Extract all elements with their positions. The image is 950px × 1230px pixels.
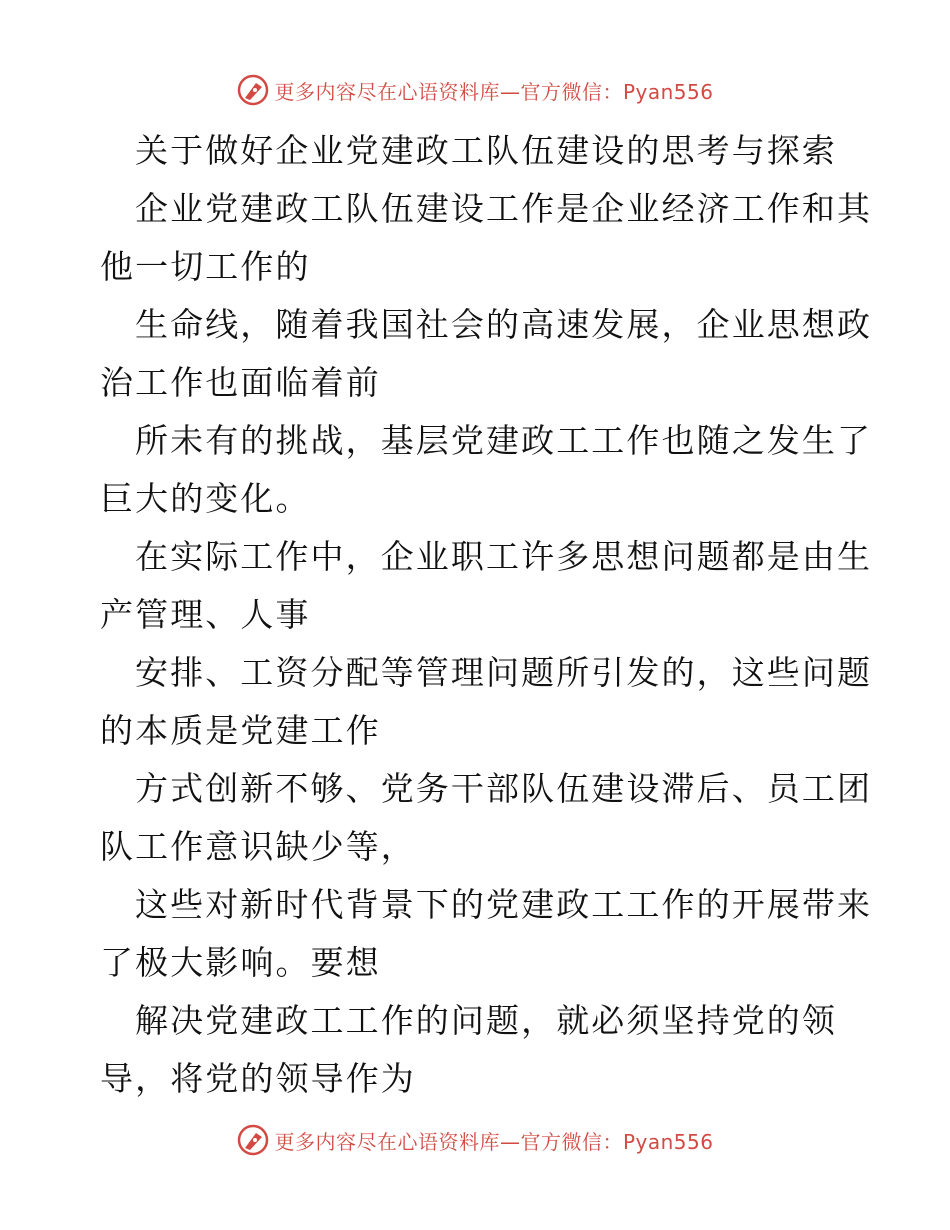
pen-nib-logo-icon bbox=[236, 73, 270, 107]
text-line: 治工作也面临着前 bbox=[100, 363, 381, 402]
watermark-text: 更多内容尽在心语资料库—官方微信：Pyan556 bbox=[274, 1129, 714, 1154]
text-line: 企业党建政工队伍建设工作是企业经济工作和其 bbox=[135, 189, 873, 228]
text-line: 这些对新时代背景下的党建政工工作的开展带来 bbox=[135, 885, 873, 924]
footer-watermark bbox=[0, 1120, 950, 1160]
text-line: 他一切工作的 bbox=[100, 247, 311, 286]
text-line: 的本质是党建工作 bbox=[100, 711, 381, 750]
document-title: 关于做好企业党建政工队伍建设的思考与探索 bbox=[135, 131, 837, 170]
text-line: 所未有的挑战，基层党建政工工作也随之发生了 bbox=[135, 421, 873, 460]
text-line: 队工作意识缺少等， bbox=[100, 827, 416, 866]
header-watermark bbox=[0, 70, 950, 110]
text-line: 了极大影响。要想 bbox=[100, 943, 381, 982]
text-line: 方式创新不够、党务干部队伍建设滞后、员工团 bbox=[135, 769, 873, 808]
text-line: 生命线，随着我国社会的高速发展，企业思想政 bbox=[135, 305, 873, 344]
text-line: 产管理、人事 bbox=[100, 595, 311, 634]
text-line: 解决党建政工工作的问题，就必须坚持党的领 bbox=[135, 1001, 837, 1040]
text-line: 导，将党的领导作为 bbox=[100, 1059, 416, 1098]
text-line: 安排、工资分配等管理问题所引发的，这些问题 bbox=[135, 653, 873, 692]
document-body bbox=[100, 122, 873, 1108]
watermark-text: 更多内容尽在心语资料库—官方微信：Pyan556 bbox=[274, 79, 714, 104]
pen-nib-logo-icon bbox=[236, 1123, 270, 1157]
text-line: 在实际工作中，企业职工许多思想问题都是由生 bbox=[135, 537, 873, 576]
text-line: 巨大的变化。 bbox=[100, 479, 311, 518]
